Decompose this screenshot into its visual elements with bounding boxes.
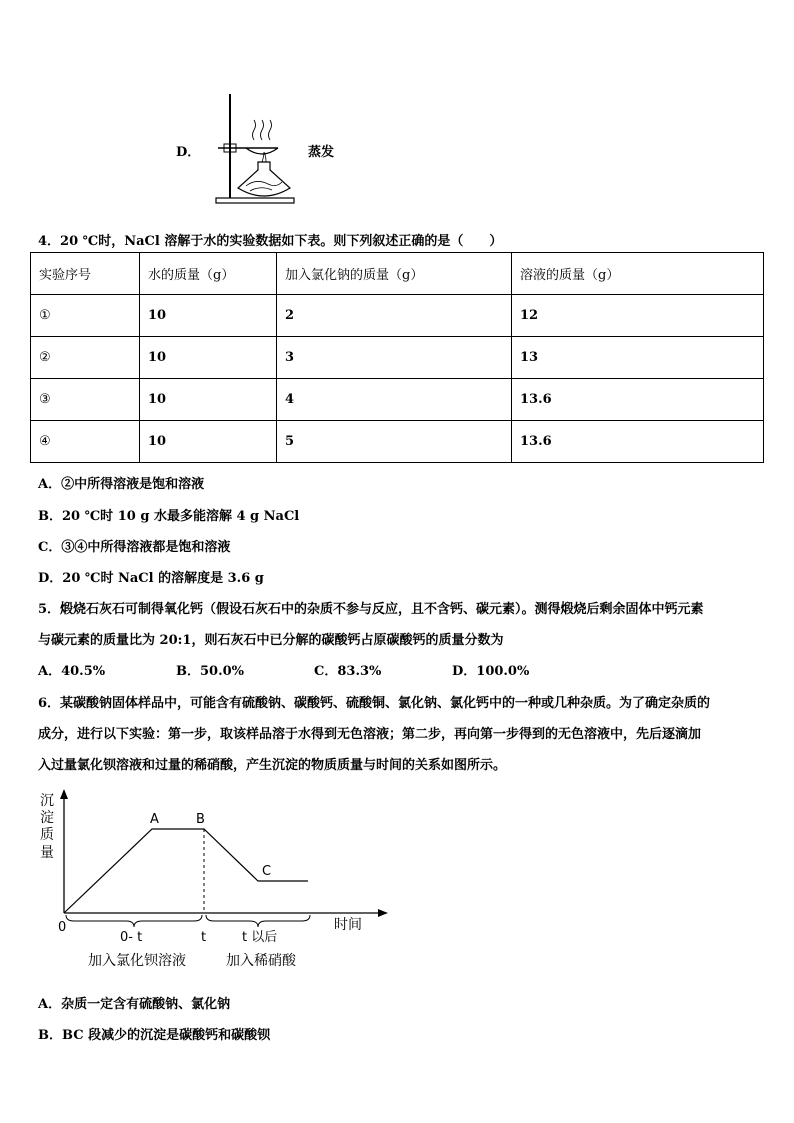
tick-0-t: 0- t xyxy=(120,930,143,945)
y-axis-label-char: 沉 xyxy=(40,793,54,809)
table-cell: 10 xyxy=(140,379,277,421)
table-cell: ① xyxy=(31,295,140,337)
table-header: 水的质量（g） xyxy=(140,253,277,295)
option-d-text: 蒸发 xyxy=(308,145,335,160)
table-cell: 13.6 xyxy=(512,379,764,421)
table-cell: ③ xyxy=(31,379,140,421)
table-cell: 4 xyxy=(277,379,512,421)
point-b-label: B xyxy=(196,812,205,827)
y-axis-label-char: 量 xyxy=(40,845,54,861)
precipitate-curve xyxy=(64,829,308,913)
x-axis-label: 时间 xyxy=(334,917,362,933)
tick-t: t xyxy=(201,930,207,945)
q5-option-b: B．50.0% xyxy=(176,664,245,679)
y-axis-label-char: 淀 xyxy=(40,810,54,826)
q5-stem-line1: 5．煅烧石灰石可制得氧化钙（假设石灰石中的杂质不参与反应，且不含钙、碳元素）。测得煅烧后剩余固体中钙元素 xyxy=(38,602,704,617)
q4-option-b: B．20 ℃时 10 g 水最多能溶解 4 g NaCl xyxy=(38,509,300,524)
q5-option-a: A．40.5% xyxy=(38,664,106,679)
phase2-brace xyxy=(206,915,310,927)
table-row xyxy=(31,379,764,421)
q4-data-table xyxy=(30,252,764,463)
table-header-row xyxy=(31,253,764,295)
option-d-label: D． xyxy=(176,145,201,160)
table-cell: ④ xyxy=(31,421,140,463)
table-row xyxy=(31,421,764,463)
q6-option-b: B．BC 段减少的沉淀是碳酸钙和碳酸钡 xyxy=(38,1028,271,1043)
phase1-label: 加入氯化钡溶液 xyxy=(88,953,186,969)
table-header: 溶液的质量（g） xyxy=(512,253,764,295)
y-axis-arrow xyxy=(60,789,68,799)
table-cell: 3 xyxy=(277,337,512,379)
table-cell: 12 xyxy=(512,295,764,337)
q4-option-c: C．③④中所得溶液都是饱和溶液 xyxy=(38,540,231,555)
precipitate-mass-graph xyxy=(30,785,400,975)
table-cell: ② xyxy=(31,337,140,379)
phase2-label: 加入稀硝酸 xyxy=(226,953,296,969)
x-axis-arrow xyxy=(378,909,388,917)
q6-stem-line3: 入过量氯化钡溶液和过量的稀硝酸，产生沉淀的物质质量与时间的关系如图所示。 xyxy=(38,758,507,773)
q6-option-a: A．杂质一定含有硫酸钠、氯化钠 xyxy=(38,997,231,1012)
table-cell: 13.6 xyxy=(512,421,764,463)
table-cell: 5 xyxy=(277,421,512,463)
point-a-label: A xyxy=(150,812,159,827)
q4-stem: 4．20 ℃时，NaCl 溶解于水的实验数据如下表。则下列叙述正确的是（ ） xyxy=(38,234,503,249)
q4-option-a: A．②中所得溶液是饱和溶液 xyxy=(38,477,205,492)
table-cell: 10 xyxy=(140,295,277,337)
q6-stem-line1: 6．某碳酸钠固体样品中，可能含有硫酸钠、碳酸钙、硫酸铜、氯化钠、氯化钙中的一种或几种杂质。为了确定杂质的 xyxy=(38,696,711,711)
phase1-brace xyxy=(66,915,202,927)
y-axis-label-char: 质 xyxy=(40,827,54,843)
table-cell: 10 xyxy=(140,337,277,379)
table-header: 加入氯化钠的质量（g） xyxy=(277,253,512,295)
table-row xyxy=(31,295,764,337)
table-row xyxy=(31,337,764,379)
table-cell: 2 xyxy=(277,295,512,337)
point-c-label: C xyxy=(262,864,272,879)
origin-label: 0 xyxy=(58,920,67,935)
q5-stem-line2: 与碳元素的质量比为 20:1，则石灰石中已分解的碳酸钙占原碳酸钙的质量分数为 xyxy=(38,633,504,648)
table-cell: 10 xyxy=(140,421,277,463)
q5-option-c: C．83.3% xyxy=(314,664,382,679)
table-header: 实验序号 xyxy=(31,253,140,295)
table-cell: 13 xyxy=(512,337,764,379)
q4-option-d: D．20 ℃时 NaCl 的溶解度是 3.6 g xyxy=(38,571,264,586)
q6-stem-line2: 成分，进行以下实验：第一步，取该样品溶于水得到无色溶液；第二步，再向第一步得到的无色溶液中，先后逐滴加 xyxy=(38,727,702,742)
tick-after-t: t 以后 xyxy=(242,930,278,945)
q5-option-d: D．100.0% xyxy=(452,664,530,679)
